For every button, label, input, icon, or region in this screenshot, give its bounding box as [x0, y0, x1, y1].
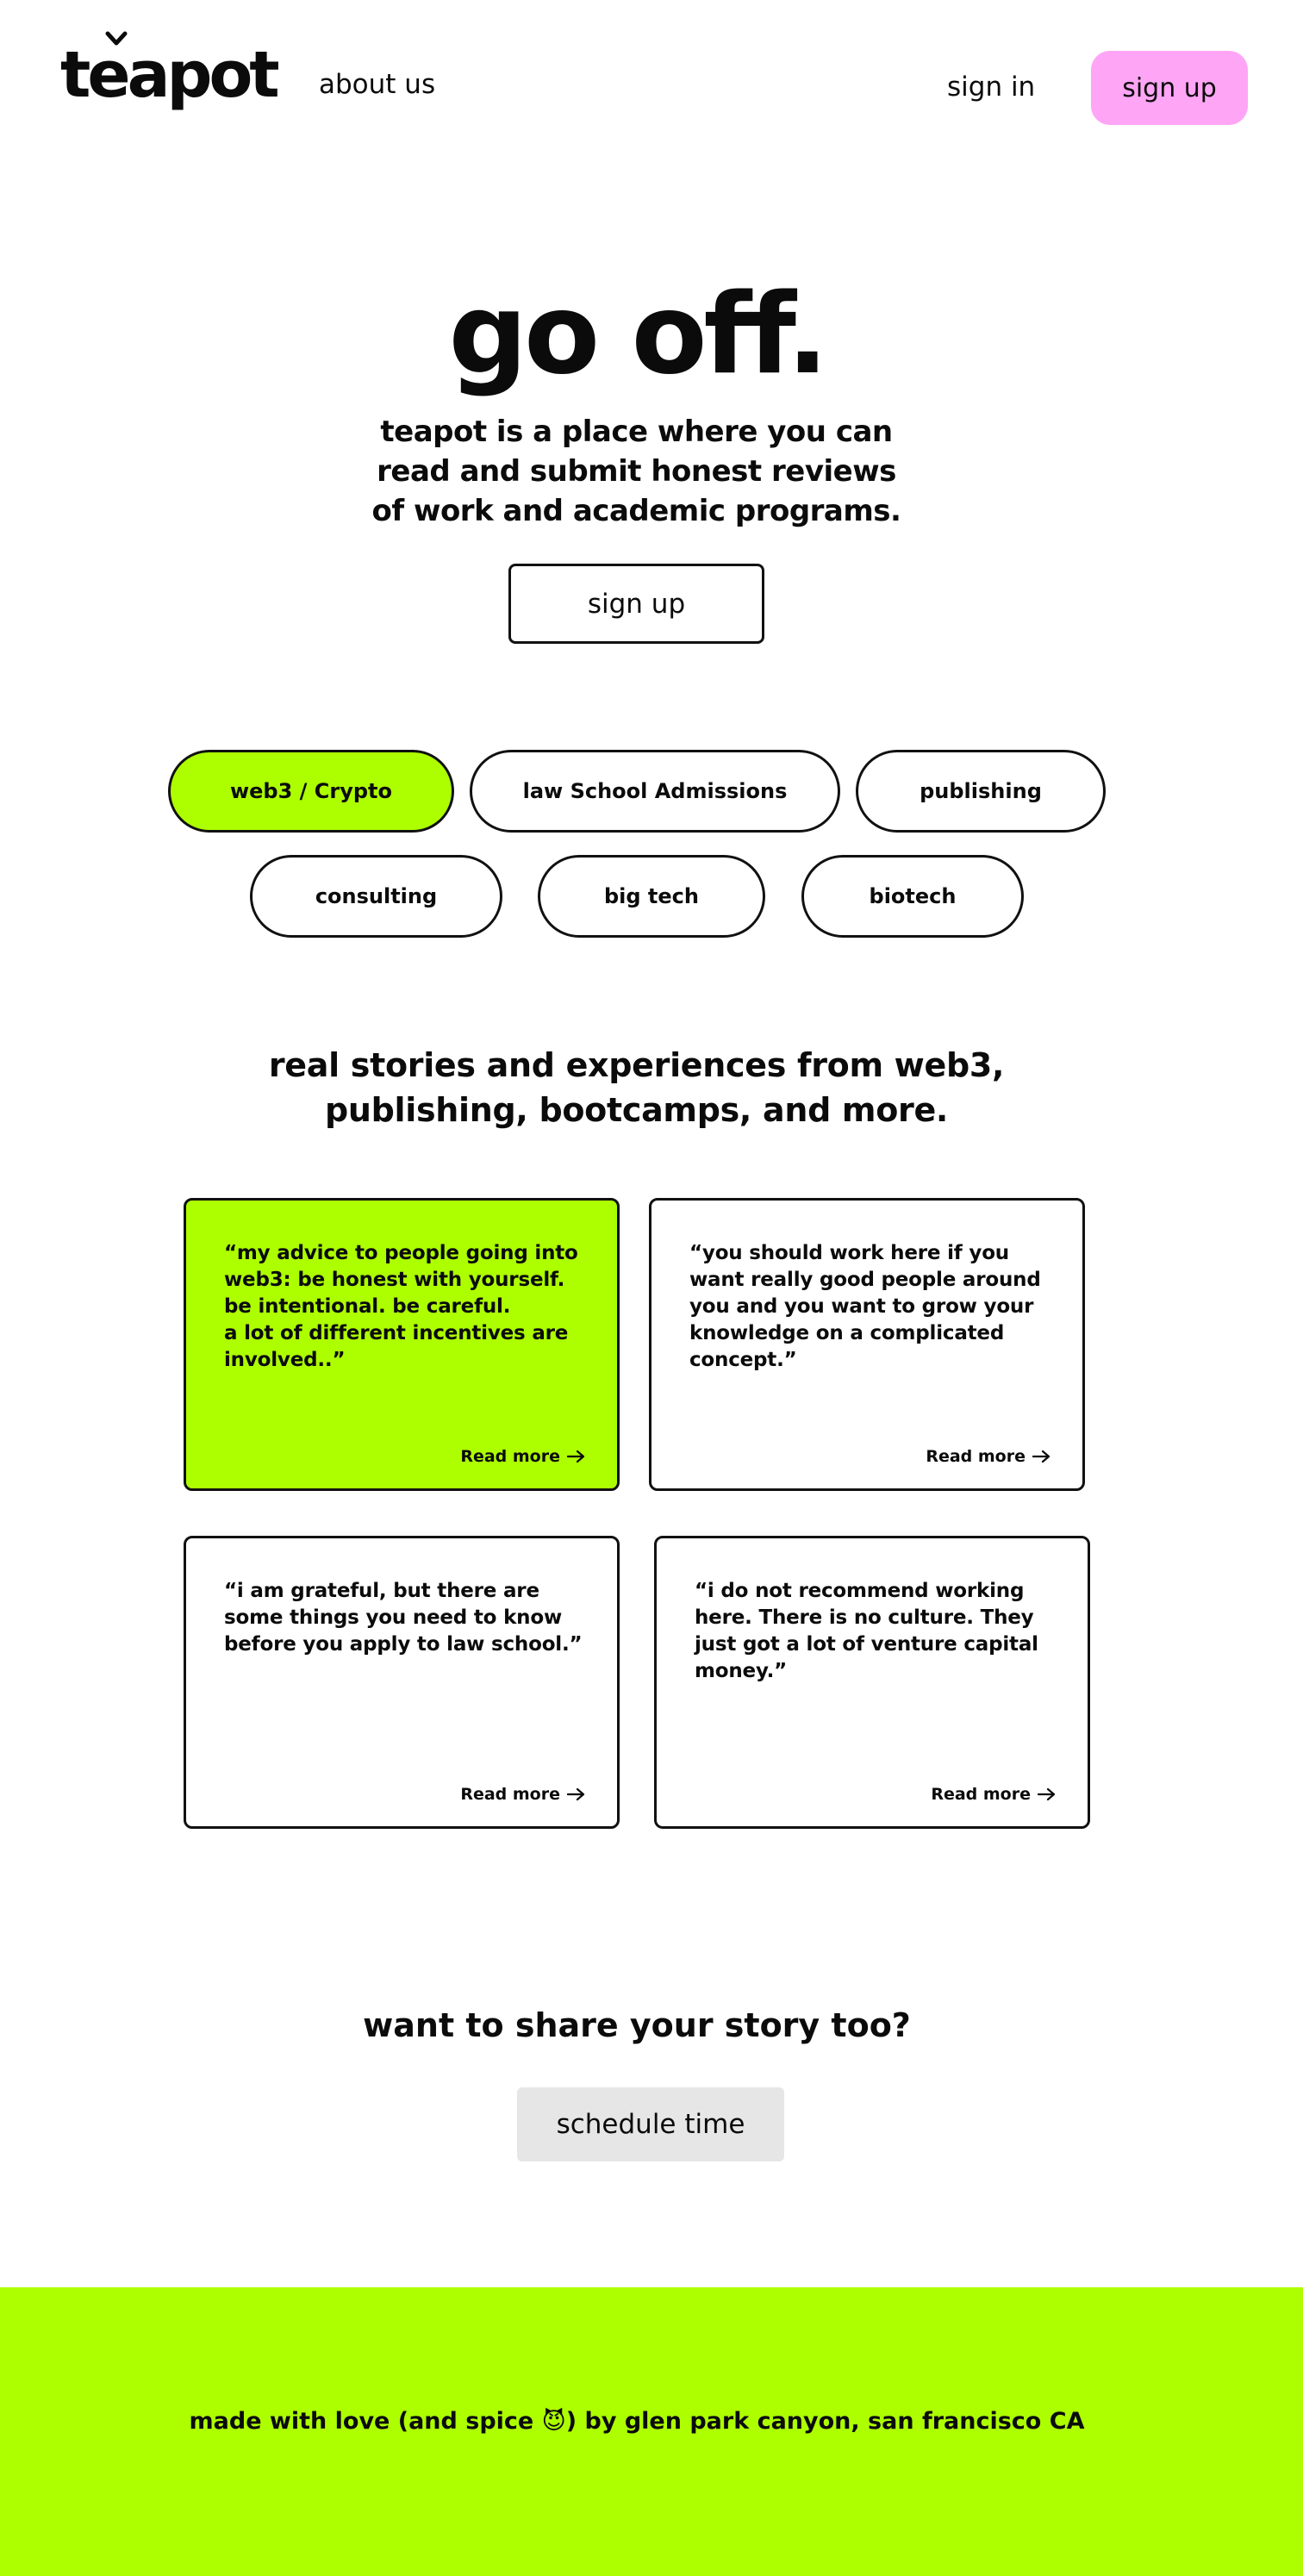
chip-publishing[interactable]: publishing — [856, 750, 1106, 833]
hero-subtitle: teapot is a place where you can read and submit honest reviews of work and academic programs. — [371, 415, 901, 528]
chip-law-school-admissions[interactable]: law School Admissions — [470, 750, 840, 833]
nav-about-us[interactable]: about us — [319, 69, 436, 100]
read-more-link[interactable] — [460, 1447, 586, 1466]
arrow-right-icon — [1032, 1450, 1051, 1463]
teapot-logo[interactable]: teapot — [60, 38, 277, 112]
read-more-label: Read more — [931, 1785, 1031, 1804]
story-card[interactable] — [654, 1536, 1090, 1829]
chip-biotech[interactable]: biotech — [801, 855, 1024, 938]
read-more-label: Read more — [460, 1447, 560, 1466]
hero-sign-up-button[interactable]: sign up — [508, 564, 764, 644]
logo-accent-icon — [105, 31, 128, 47]
story-card[interactable] — [649, 1198, 1085, 1491]
story-card[interactable] — [184, 1536, 620, 1829]
read-more-label: Read more — [926, 1447, 1026, 1466]
story-quote: “i do not recommend working here. There is no culture. They just got a lot of venture capital money.” — [695, 1580, 1038, 1682]
chip-web3-crypto[interactable]: web3 / Crypto — [168, 750, 454, 833]
arrow-right-icon — [567, 1450, 586, 1463]
story-card[interactable] — [184, 1198, 620, 1491]
header-sign-up-button[interactable]: sign up — [1091, 51, 1248, 125]
story-quote: “you should work here if you want really good people around you and you want to grow your knowledge on a complicated concept.” — [689, 1242, 1041, 1371]
arrow-right-icon — [567, 1787, 586, 1801]
chip-consulting[interactable]: consulting — [250, 855, 502, 938]
schedule-time-button[interactable]: schedule time — [517, 2087, 784, 2161]
stories-heading: real stories and experiences from web3, publishing, bootcamps, and more. — [268, 1046, 1005, 1129]
nav-sign-in[interactable]: sign in — [947, 72, 1036, 103]
share-heading: want to share your story too? — [363, 2006, 911, 2044]
story-quote: “my advice to people going into web3: be honest with yourself. be intentional. be careful. a lot of different incentives are involved..” — [224, 1242, 578, 1371]
arrow-right-icon — [1038, 1787, 1057, 1801]
read-more-link[interactable] — [460, 1785, 586, 1804]
site-footer — [0, 2287, 1303, 2576]
read-more-link[interactable] — [926, 1447, 1051, 1466]
footer-text: made with love (and spice 😈) by glen park canyon, san francisco CA — [189, 2408, 1085, 2435]
read-more-link[interactable] — [931, 1785, 1057, 1804]
hero-title: go off. — [448, 271, 826, 399]
read-more-label: Read more — [460, 1785, 560, 1804]
story-quote: “i am grateful, but there are some things you need to know before you apply to law school.” — [224, 1580, 583, 1656]
chip-big-tech[interactable]: big tech — [538, 855, 765, 938]
